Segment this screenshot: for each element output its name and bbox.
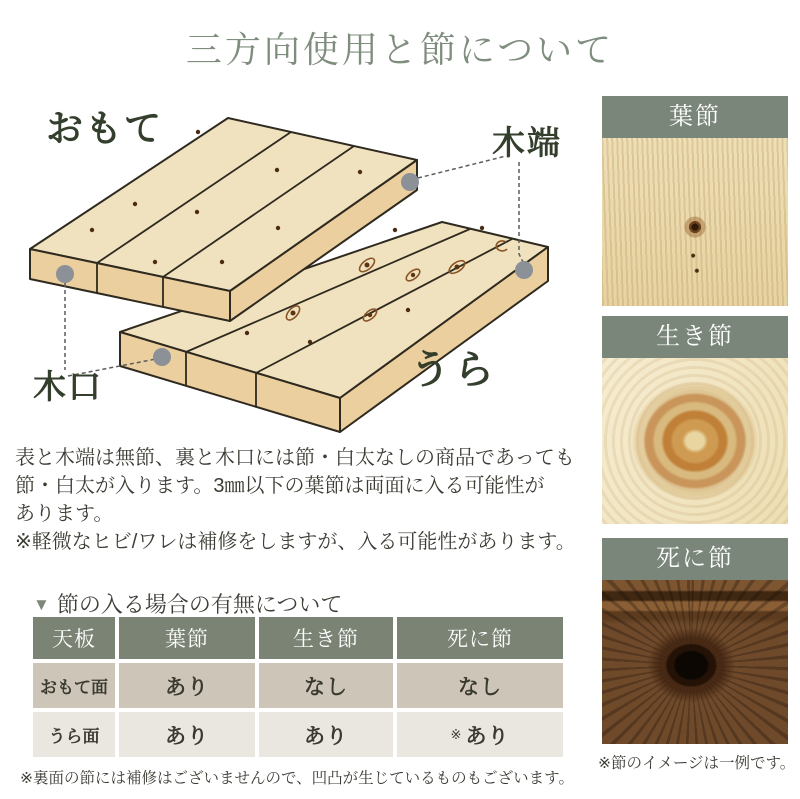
table-cell: あり	[259, 712, 393, 757]
koguchi-dot-top-board	[56, 265, 74, 283]
description-line: ※軽微なヒビ/ワレは補修をしますが、入る可能性があります。	[15, 531, 576, 553]
habushi-wood-photo	[602, 138, 788, 306]
table-header-ikibushi: 生き節	[259, 617, 393, 659]
table-title-text: 節の入る場合の有無について	[56, 592, 343, 617]
table-header-tenban: 天板	[33, 617, 115, 659]
table-cell: なし	[259, 663, 393, 708]
knot-panel-header: 生き節	[602, 316, 788, 358]
knot-panel-shinibushi	[602, 538, 788, 744]
description-line: あります。	[15, 503, 114, 525]
ikibushi-wood-photo	[602, 358, 788, 524]
knot-panel-ikibushi	[602, 316, 788, 524]
table-cell: あり	[465, 724, 510, 748]
triangle-marker-icon: ▼	[33, 595, 50, 614]
table-header-habushi: 葉節	[119, 617, 255, 659]
table-footnote: ※裏面の節には補修はございませんので、凹凸が生じているものもございます。	[20, 770, 574, 787]
label-ura-back: うら	[410, 348, 498, 392]
label-omote-front: おもて	[46, 108, 163, 149]
table-row-label-back: うら面	[33, 712, 115, 757]
koba-dot-top-board	[401, 173, 419, 191]
shinibushi-wood-photo	[602, 580, 788, 744]
description-text	[15, 444, 605, 556]
table-row-label-front: おもて面	[33, 663, 115, 708]
koba-dot-bottom-board	[515, 261, 533, 279]
table-cell-with-note	[397, 712, 563, 757]
asterisk-prefix: ※	[450, 726, 463, 742]
page-title: 三方向使用と節について	[185, 29, 615, 70]
label-koguchi-end-grain: 木口	[33, 368, 103, 405]
table-cell: なし	[397, 663, 563, 708]
koguchi-dot-bottom-board	[153, 348, 171, 366]
knot-panel-habushi	[602, 96, 788, 306]
knot-panel-header: 死に節	[602, 538, 788, 580]
knot-panel-header: 葉節	[602, 96, 788, 138]
panel-note: ※節のイメージは一例です。	[598, 755, 796, 772]
description-line: 表と木端は無節、裏と木口には節・白太なしの商品であっても	[15, 447, 575, 469]
table-cell: あり	[119, 712, 255, 757]
description-line: 節・白太が入ります。3㎜以下の葉節は両面に入る可能性が	[15, 475, 545, 497]
table-title	[33, 588, 342, 619]
table-header-shinibushi: 死に節	[397, 617, 563, 659]
label-koba-edge: 木端	[492, 124, 562, 161]
table-cell: あり	[119, 663, 255, 708]
knot-presence-table	[33, 617, 563, 757]
